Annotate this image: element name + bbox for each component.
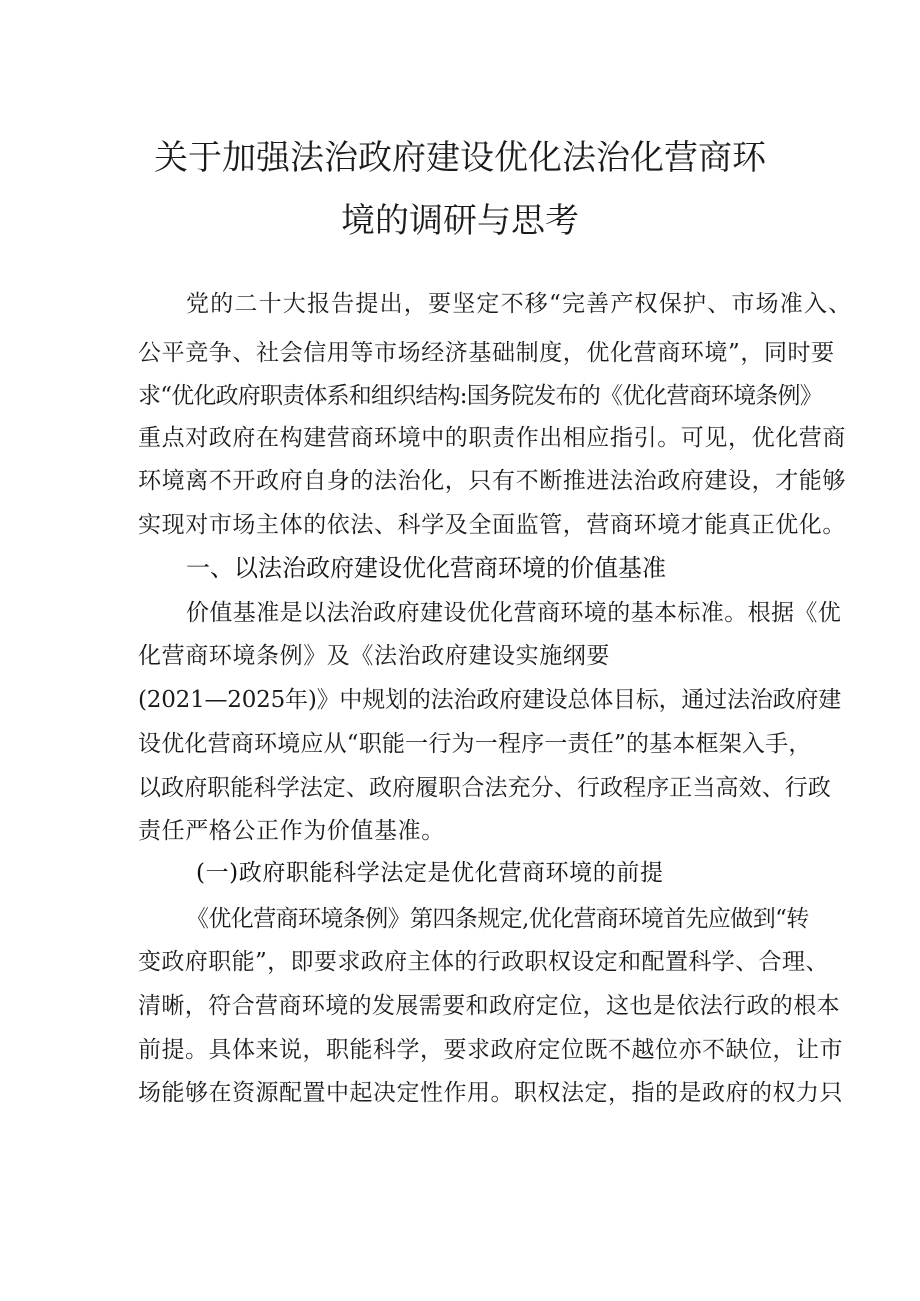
intro-paragraph-line: 党的二十大报告提出，要坚定不移“完善产权保护、市场准入、: [186, 291, 853, 317]
subsection-paragraph-line: 变政府职能”，即要求政府主体的行政职权设定和配置科学、合理、: [138, 949, 829, 975]
subsection-heading: (一)政府职能科学法定是优化营商环境的前提: [196, 860, 664, 886]
section-paragraph-line: 价值基准是以法治政府建设优化营商环境的基本标准。根据《优: [186, 600, 842, 626]
intro-paragraph-line: 重点对政府在构建营商环境中的职责作出相应指引。可见，优化营商: [138, 425, 846, 451]
section-paragraph-line: 设优化营商环境应从“职能一行为一程序一责任”的基本框架入手，: [138, 731, 812, 757]
subsection-paragraph-line: 清晰，符合营商环境的发展需要和政府定位，这也是依法行政的根本: [138, 993, 840, 1019]
subsection-paragraph-line: 前提。具体来说，职能科学，要求政府定位既不越位亦不缺位，让市: [138, 1037, 843, 1063]
section-paragraph-line: 化营商环境条例》及《法治政府建设实施纲要: [138, 643, 610, 669]
section-paragraph-line: 以政府职能科学法定、政府履职合法充分、行政程序正当高效、行政: [138, 775, 831, 801]
intro-paragraph-line: 求“优化政府职责体系和组织结构:国务院发布的《优化营商环境条例》: [138, 383, 822, 409]
subsection-paragraph-line: 场能够在资源配置中起决定性作用。职权法定，指的是政府的权力只: [138, 1080, 843, 1106]
document-title-line-1: 关于加强法治政府建设优化法治化营商环: [154, 138, 766, 178]
section-heading: 一、以法治政府建设优化营商环境的价值基准: [186, 554, 666, 582]
intro-paragraph-line: 实现对市场主体的依法、科学及全面监管，营商环境才能真正优化。: [138, 512, 846, 538]
document-title-line-2: 境的调研与思考: [341, 201, 579, 241]
subsection-paragraph-line: 《优化营商环境条例》第四条规定,优化营商环境首先应做到“转: [186, 906, 809, 932]
section-paragraph-line: 责任严格公正作为价值基准。: [138, 818, 445, 844]
section-paragraph-line: (2021—2025年)》中规划的法治政府建设总体目标，通过法治政府建: [138, 687, 842, 713]
intro-paragraph-line: 环境离不开政府自身的法治化，只有不断推进法治政府建设，才能够: [138, 468, 846, 494]
intro-paragraph-line: 公平竞争、社会信用等市场经济基础制度，优化营商环境”，同时要: [138, 340, 835, 366]
